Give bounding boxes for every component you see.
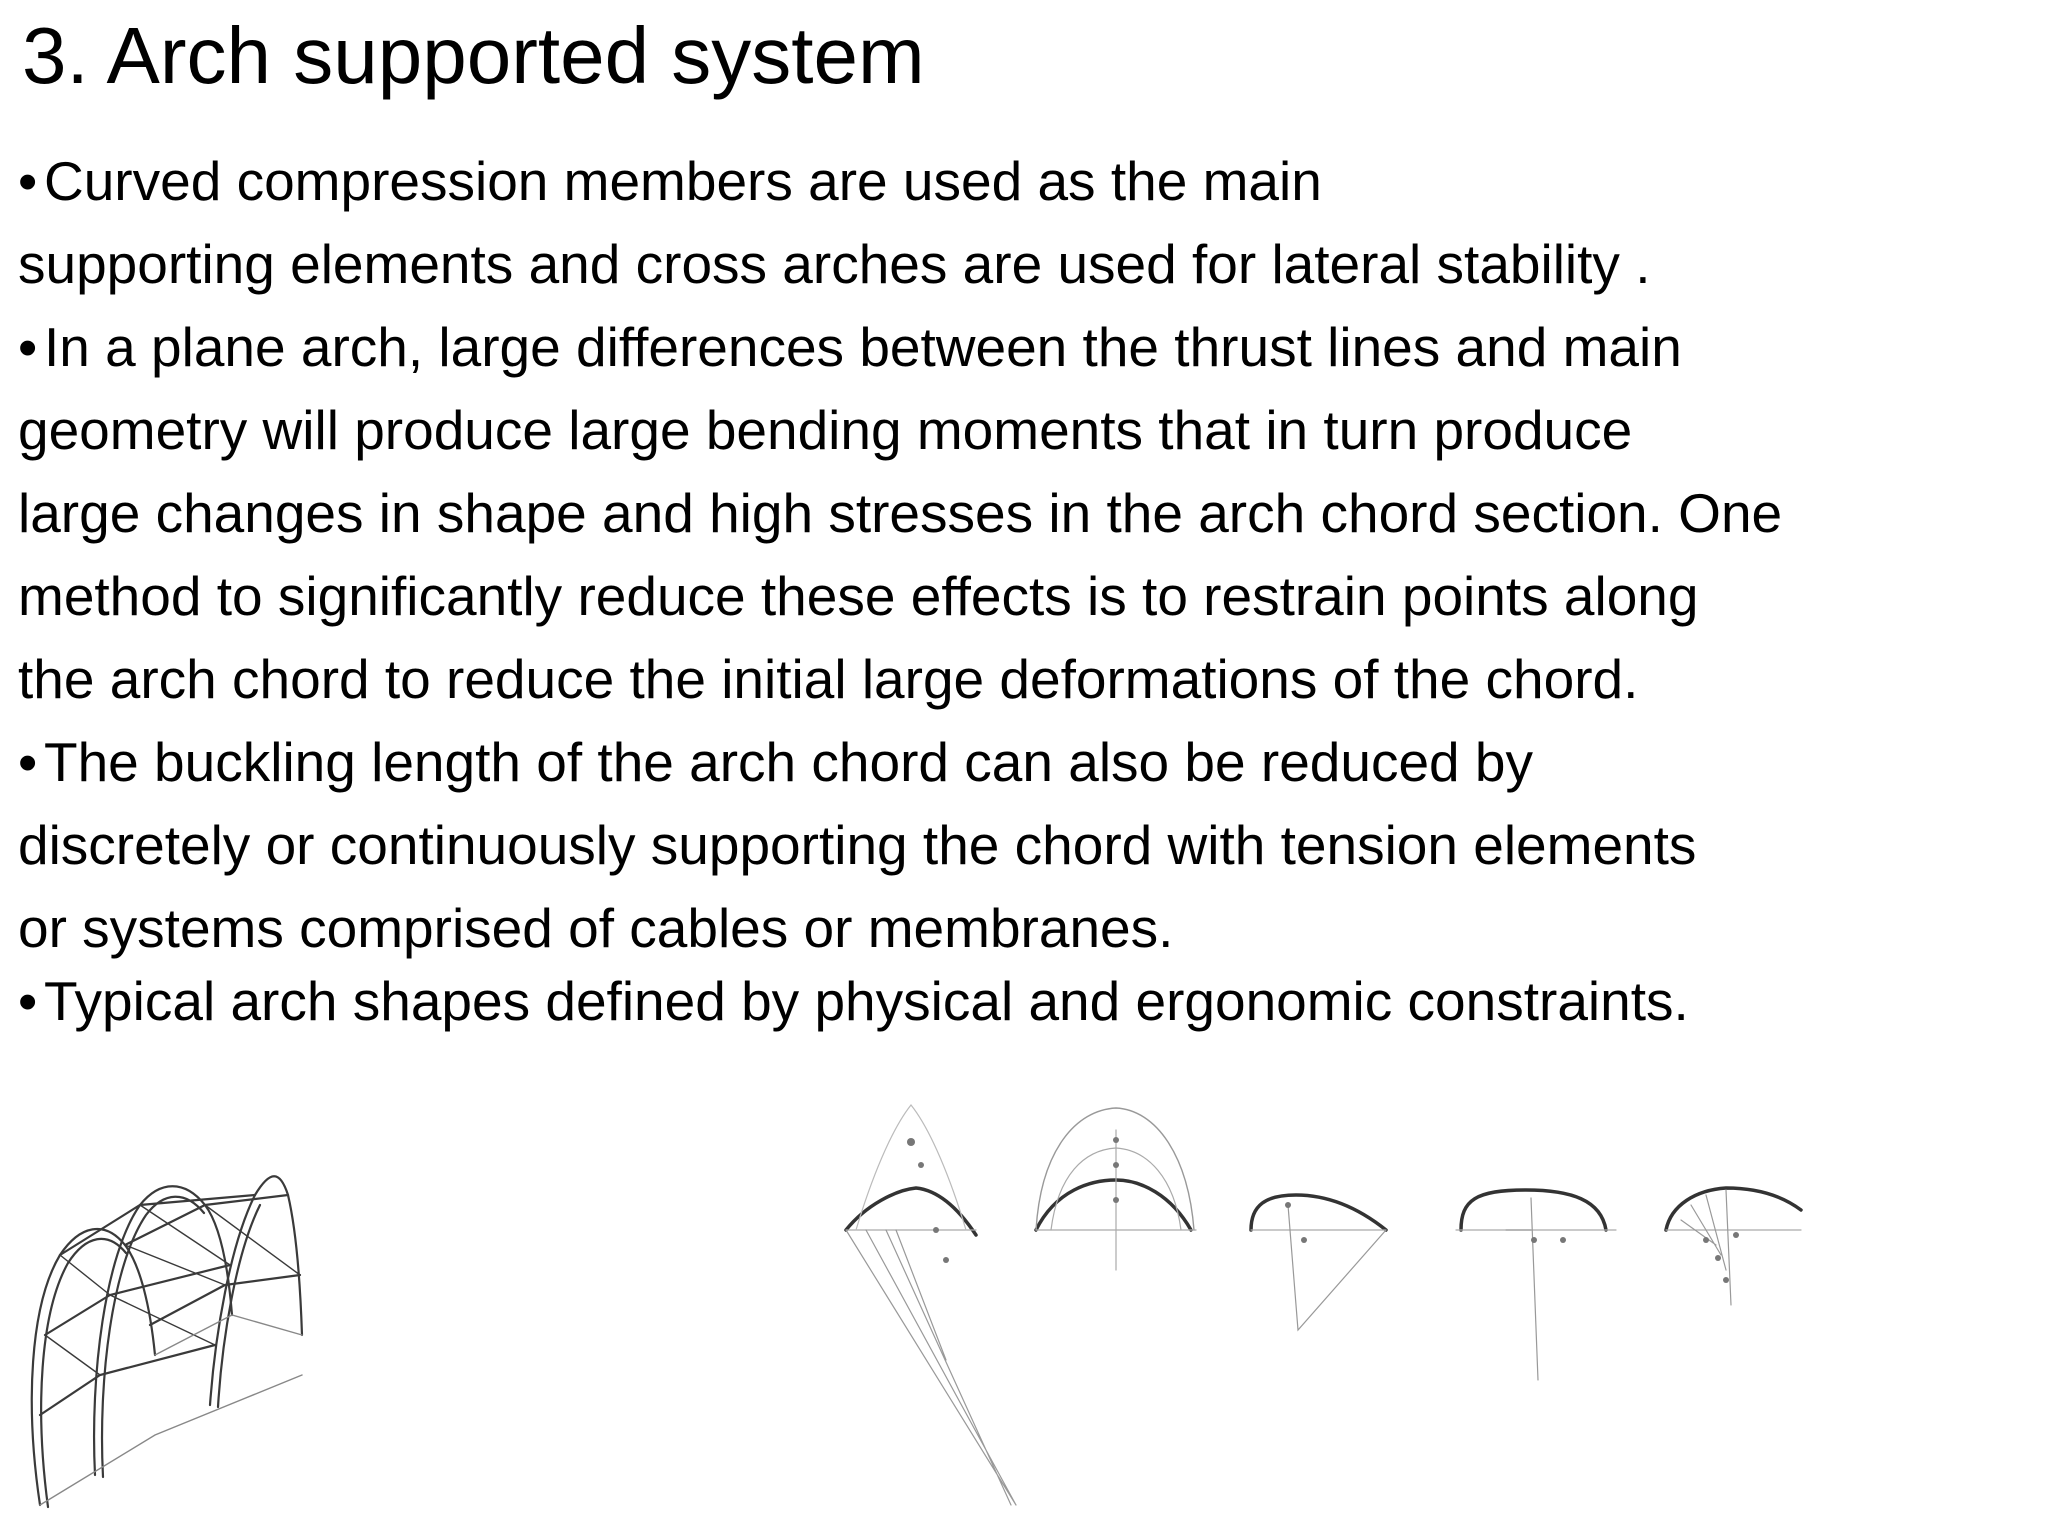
bullet-icon: • <box>18 731 38 793</box>
centre-point <box>1113 1162 1119 1168</box>
arch-shapes-figure <box>826 1080 1836 1520</box>
centre-point <box>1531 1237 1537 1243</box>
bullet-paragraph-1 <box>18 140 2028 306</box>
centre-point <box>933 1227 939 1233</box>
paragraph-line: Typical arch shapes defined by physical and ergonomic constraints. <box>44 970 1689 1032</box>
arch-shape-diagrams-icon <box>826 1080 1836 1520</box>
paragraph-line: The buckling length of the arch chord can also be reduced by <box>44 731 1534 793</box>
centre-point <box>1715 1255 1721 1261</box>
bullet-paragraph-3 <box>18 721 2028 970</box>
centre-point <box>1301 1237 1307 1243</box>
paragraph-line: Curved compression members are used as the main <box>44 150 1322 212</box>
centre-point <box>918 1162 924 1168</box>
paragraph-line: or systems comprised of cables or membranes. <box>18 897 1174 959</box>
paragraph-line: large changes in shape and high stresses in the arch chord section. One <box>18 482 1783 544</box>
paragraph-line: In a plane arch, large differences between the thrust lines and main <box>44 316 1682 378</box>
centre-point <box>1113 1197 1119 1203</box>
bullet-icon: • <box>18 970 38 1032</box>
paragraph-line: method to significantly reduce these effects is to restrain points along <box>18 565 1699 627</box>
centre-point <box>907 1138 915 1146</box>
slide-body <box>18 140 2028 1043</box>
slide-title: 3. Arch supported system <box>22 11 925 100</box>
centre-point <box>1113 1137 1119 1143</box>
paragraph-line: supporting elements and cross arches are used for lateral stability . <box>18 233 1651 295</box>
arch-frame-sketch-icon <box>0 1075 345 1525</box>
bullet-paragraph-2 <box>18 306 2028 721</box>
bullet-paragraph-4 <box>18 960 2028 1043</box>
paragraph-line: geometry will produce large bending moments that in turn produce <box>18 399 1633 461</box>
bullet-icon: • <box>18 316 38 378</box>
centre-point <box>1285 1202 1291 1208</box>
arch-frame-sketch-figure <box>0 1075 345 1525</box>
centre-point <box>1560 1237 1566 1243</box>
paragraph-line: discretely or continuously supporting the chord with tension elements <box>18 814 1697 876</box>
centre-point <box>1723 1277 1729 1283</box>
paragraph-line: the arch chord to reduce the initial large deformations of the chord. <box>18 648 1639 710</box>
centre-point <box>1703 1237 1709 1243</box>
bullet-icon: • <box>18 150 38 212</box>
centre-point <box>1733 1232 1739 1238</box>
centre-point <box>943 1257 949 1263</box>
